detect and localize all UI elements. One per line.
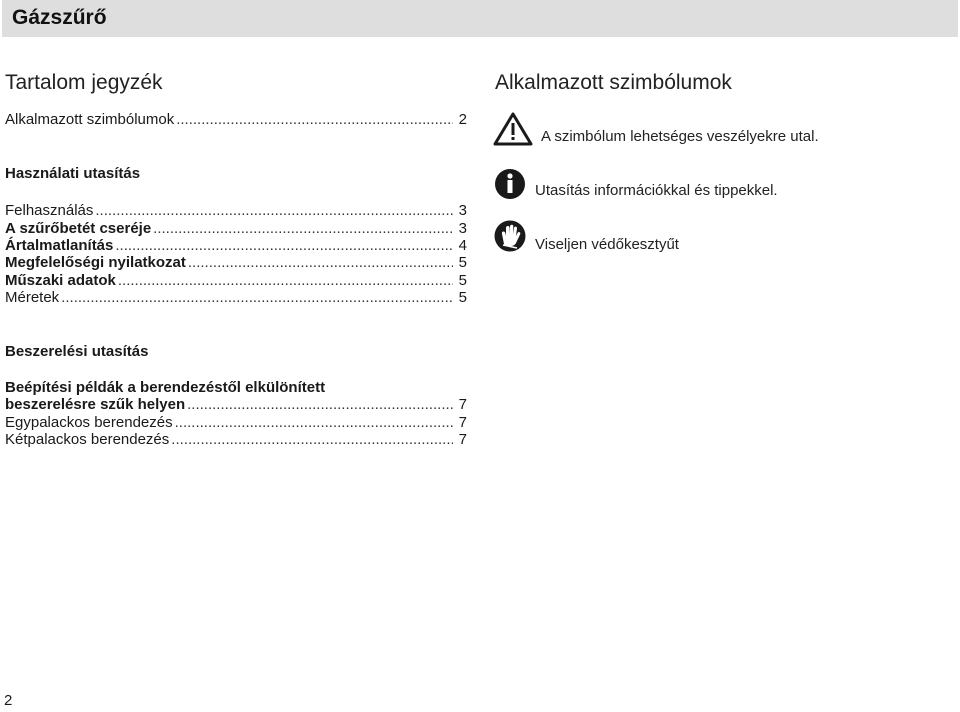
toc-entry-page: 4 <box>458 237 467 254</box>
toc-entry-symbols[interactable] <box>5 110 467 129</box>
toc-entry-page: 7 <box>458 431 467 448</box>
toc-leader-dots <box>95 201 453 220</box>
toc-leader-dots <box>188 253 453 272</box>
toc-entry-text: Alkalmazott szimbólumok <box>5 111 175 128</box>
toc-entry-text: Felhasználás <box>5 202 94 219</box>
toc-entry[interactable] <box>5 253 467 272</box>
page-title: Gázszűrő <box>12 6 107 29</box>
symbol-row-warning <box>493 112 933 146</box>
toc-entry-text: A szűrőbetét cseréje <box>5 220 152 237</box>
toc-entry[interactable] <box>5 395 467 414</box>
toc-entry-page: 7 <box>458 414 467 431</box>
toc-entry-text: Kétpalackos berendezés <box>5 431 170 448</box>
warning-triangle-icon <box>493 112 533 146</box>
toc-entry-text: Műszaki adatok <box>5 272 116 289</box>
toc-entry[interactable] <box>5 430 467 449</box>
toc-leader-dots <box>61 288 453 307</box>
toc-entry-page: 3 <box>458 202 467 219</box>
toc-entry-page: 5 <box>458 272 467 289</box>
info-icon <box>493 167 527 201</box>
toc-entry-page: 5 <box>458 289 467 306</box>
page-number: 2 <box>4 692 13 709</box>
toc-heading-usage: Használati utasítás <box>5 165 141 182</box>
toc-entry-page: 2 <box>458 111 467 128</box>
symbols-title: Alkalmazott szimbólumok <box>495 71 732 94</box>
toc-entry-page: 5 <box>458 254 467 271</box>
toc-entry-text: Ártalmatlanítás <box>5 237 114 254</box>
symbol-row-gloves <box>493 219 933 253</box>
symbol-text: A szimbólum lehetséges veszélyekre utal. <box>541 128 819 145</box>
toc-entry-text: Egypalackos berendezés <box>5 414 173 431</box>
toc-leader-dots <box>187 395 453 414</box>
toc-title: Tartalom jegyzék <box>5 71 163 94</box>
toc-entry[interactable] <box>5 288 467 307</box>
toc-entry[interactable] <box>5 201 467 220</box>
toc-leader-dots <box>176 110 453 129</box>
header-bar <box>2 0 958 37</box>
gloves-icon <box>493 219 527 253</box>
toc-entry-text: beszerelésre szűk helyen <box>5 396 186 413</box>
symbol-text: Utasítás információkkal és tippekkel. <box>535 182 778 199</box>
toc-subheading: Beépítési példák a berendezéstől elkülönített <box>5 379 326 396</box>
toc-entry-text: Méretek <box>5 289 60 306</box>
toc-heading-install: Beszerelési utasítás <box>5 343 149 360</box>
toc-entry-page: 7 <box>458 396 467 413</box>
toc-entry-page: 3 <box>458 220 467 237</box>
toc-entry-text: Megfelelőségi nyilatkozat <box>5 254 186 271</box>
toc-leader-dots <box>171 430 453 449</box>
symbol-text: Viseljen védőkesztyűt <box>535 236 679 253</box>
symbol-row-info <box>493 167 933 201</box>
